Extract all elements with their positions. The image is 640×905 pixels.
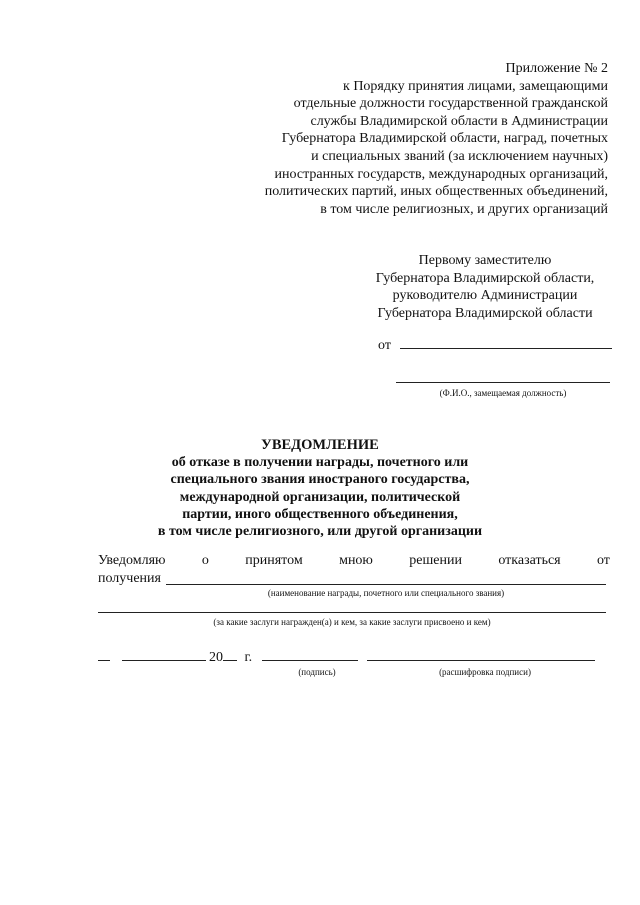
- award-blank[interactable]: [166, 584, 606, 585]
- addressee-line: Первому заместителю: [418, 253, 552, 268]
- appendix-line: в том числе религиозных, и других организаций: [320, 201, 608, 217]
- signature-blank[interactable]: [262, 660, 358, 661]
- body-first-line: [98, 553, 610, 569]
- body-word: от: [596, 553, 610, 568]
- year-blank[interactable]: [223, 660, 237, 661]
- fio-caption: (Ф.И.О., замещаемая должность): [439, 388, 567, 398]
- merit-blank[interactable]: [98, 612, 606, 613]
- signature-caption: (подпись): [298, 667, 336, 677]
- date-signature-row: [98, 650, 595, 666]
- addressee-line: руководителю Администрации: [392, 288, 578, 304]
- title-line: в том числе религиозного, или другой организации: [157, 524, 483, 540]
- month-blank[interactable]: [122, 660, 206, 661]
- document-title: [120, 437, 520, 540]
- signature-decoding-blank[interactable]: [367, 660, 595, 661]
- decoding-caption: (расшифровка подписи): [439, 667, 531, 677]
- from-label: от: [378, 338, 391, 353]
- appendix-header: [188, 60, 608, 218]
- appendix-line: Губернатора Владимирской области, наград, почетных: [281, 131, 608, 147]
- from-blank[interactable]: [400, 348, 612, 349]
- year-suffix: г.: [244, 650, 253, 665]
- merit-caption: (за какие заслуги награжден(а) и кем, за какие заслуги присвоено и кем): [213, 617, 491, 627]
- addressee-line: Губернатора Владимирской области,: [375, 270, 595, 286]
- from-field: [378, 338, 612, 354]
- receipt-label: получения: [98, 571, 161, 586]
- addressee-line: Губернатора Владимирской области: [377, 305, 593, 321]
- year-prefix: 20: [209, 650, 223, 665]
- title-line: международной организации, политической: [179, 489, 461, 505]
- title-line: об отказе в получении награды, почетного или: [171, 455, 469, 471]
- title-line: специального звания иностраного государства,: [170, 472, 470, 488]
- title-heading: УВЕДОМЛЕНИЕ: [261, 437, 379, 453]
- appendix-line: политических партий, иных общественных объединений,: [264, 184, 608, 200]
- appendix-line: Приложение № 2: [505, 61, 608, 76]
- appendix-line: службы Владимирской области в Администрации: [310, 113, 608, 129]
- award-caption: (наименование награды, почетного или специального звания): [267, 588, 505, 598]
- body-word: отказаться: [498, 553, 561, 568]
- appendix-line: иностранных государств, международных организаций,: [274, 166, 608, 182]
- body-word: мною: [339, 553, 373, 568]
- body-word: о: [201, 553, 209, 568]
- fio-blank[interactable]: [396, 382, 610, 383]
- appendix-line: к Порядку принятия лицами, замещающими: [343, 78, 608, 94]
- body-word: решении: [409, 553, 462, 568]
- addressee-block: [355, 252, 615, 322]
- body-word: Уведомляю: [98, 553, 166, 568]
- appendix-line: отдельные должности государственной гражданской: [293, 96, 608, 112]
- day-blank[interactable]: [98, 660, 110, 661]
- body-word: принятом: [245, 553, 303, 568]
- title-line: партии, иного общественного объединения,: [182, 506, 458, 522]
- appendix-line: и специальных званий (за исключением научных): [311, 148, 608, 164]
